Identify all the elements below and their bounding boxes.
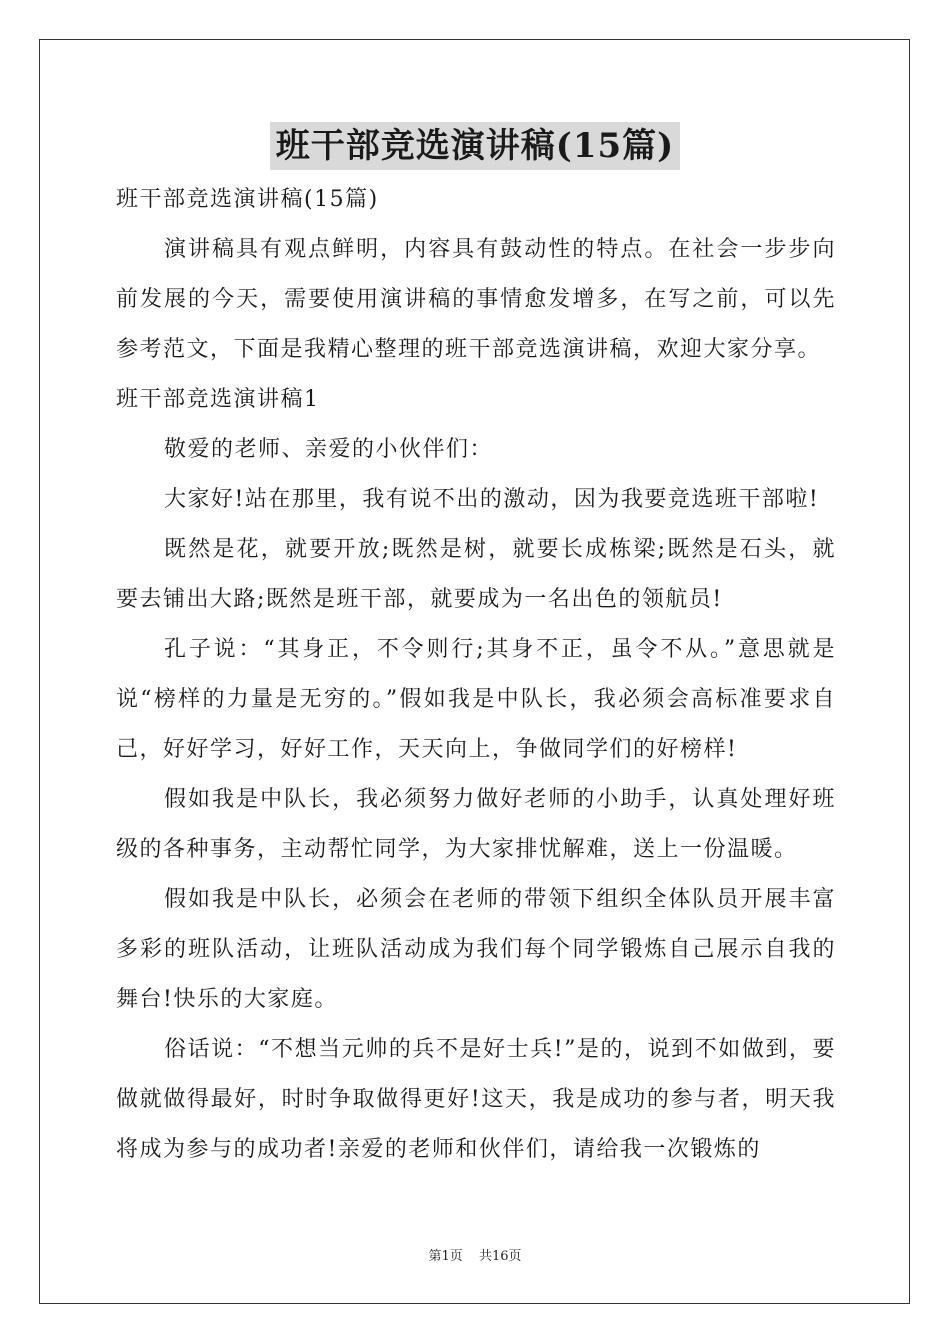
page-total: 共16页 [478,1249,522,1264]
paragraph: 孔子说：“其身正，不令则行;其身不正，虽令不从。”意思就是说“榜样的力量是无穷的。”假如我是中队长，我必须会高标准要求自己，好好学习，好好工作，天天向上，争做同学们的好榜样! [116,637,836,762]
paragraph: 俗话说：“不想当元帅的兵不是好士兵!”是的，说到不如做到，要做就做得最好，时时争取做得更好!这天，我是成功的参与者，明天我将成为参与的成功者!亲爱的老师和伙伴们，请给我一次锻炼的 [116,1037,836,1162]
paragraph: 假如我是中队长，必须会在老师的带领下组织全体队员开展丰富多彩的班队活动，让班队活动成为我们每个同学锻炼自己展示自我的舞台!快乐的大家庭。 [116,887,836,1012]
page-number: 第1页 [428,1249,463,1264]
paragraph: 班干部竞选演讲稿(15篇) [116,187,379,212]
document-title: 班干部竞选演讲稿(15篇) [270,122,681,170]
paragraph: 既然是花，就要开放;既然是树，就要长成栋梁;既然是石头，就要去铺出大路;既然是班干部，就要成为一名出色的领航员! [116,537,836,612]
paragraph: 演讲稿具有观点鲜明，内容具有鼓动性的特点。在社会一步步向前发展的今天，需要使用演讲稿的事情愈发增多，在写之前，可以先参考范文，下面是我精心整理的班干部竞选演讲稿，欢迎大家分享。 [116,237,836,362]
document-body [116,175,836,1175]
paragraph: 大家好!站在那里，我有说不出的激动，因为我要竞选班干部啦! [164,487,820,512]
page-footer [0,1245,950,1264]
paragraph: 假如我是中队长，我必须努力做好老师的小助手，认真处理好班级的各种事务，主动帮忙同学，为大家排忧解难，送上一份温暖。 [116,787,836,862]
paragraph: 敬爱的老师、亲爱的小伙伴们： [164,437,494,462]
title-container [0,122,950,170]
paragraph: 班干部竞选演讲稿1 [116,387,320,412]
